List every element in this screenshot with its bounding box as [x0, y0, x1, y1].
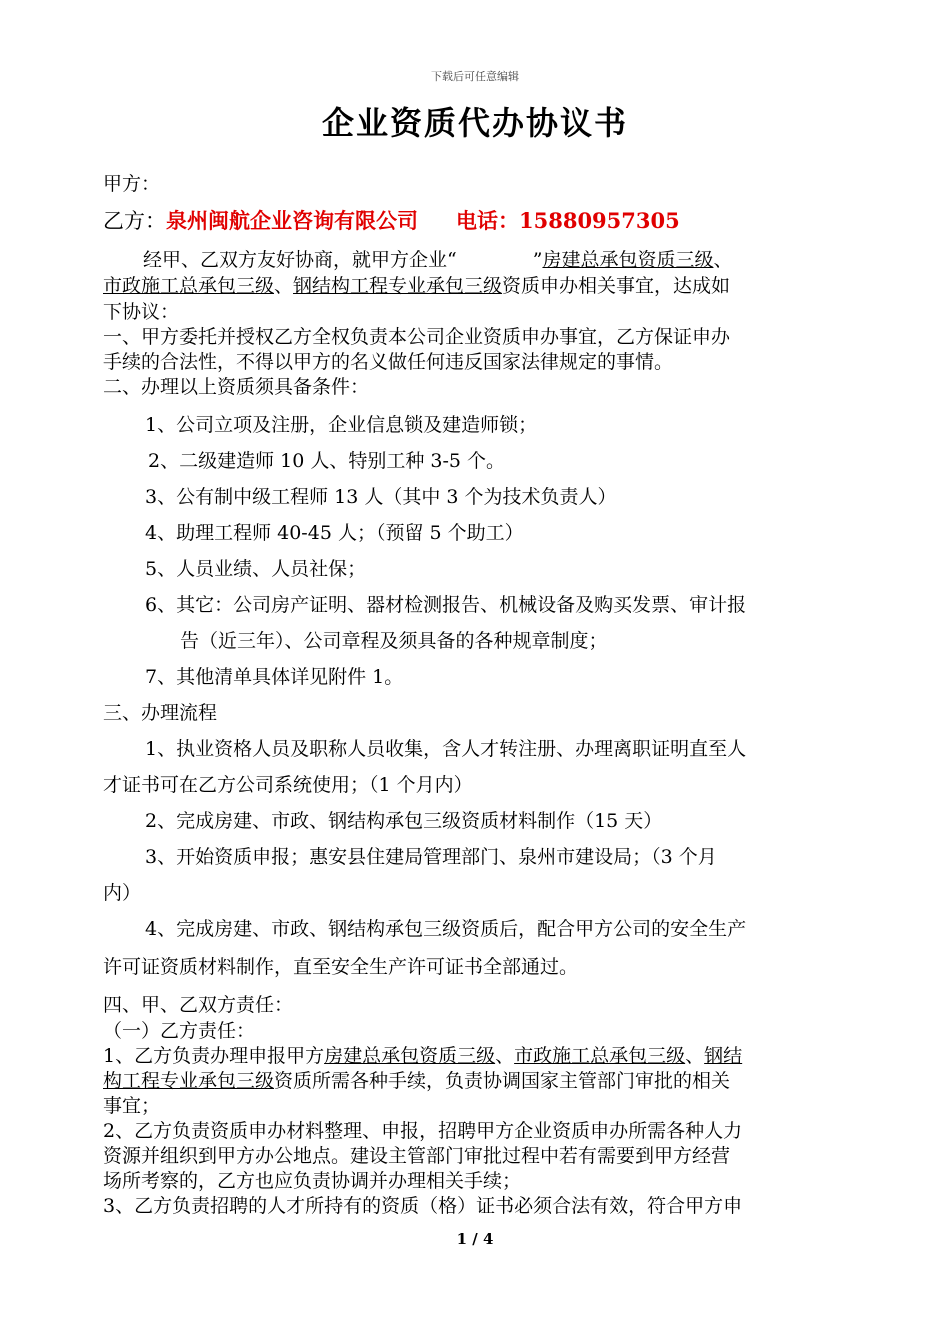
- party-a-line: [103, 172, 850, 197]
- party-b-phone-label: 电话：: [456, 208, 519, 233]
- process-1-line-2: 才证书可在乙方公司系统使用；（1 个月内）: [103, 774, 473, 796]
- responsibility-3-line-1: 3、乙方负责招聘的人才所持有的资质（格）证书必须合法有效，符合甲方申: [103, 1195, 743, 1217]
- process-2: 2、完成房建、市政、钢结构承包三级资质材料制作（15 天）: [145, 810, 663, 832]
- party-a-label: 甲方：: [103, 173, 161, 195]
- responsibility-1-line-2: 构工程专业承包三级资质所需各种手续，负责协调国家主管部门审批的相关: [103, 1070, 731, 1092]
- party-b-line: [103, 208, 850, 234]
- condition-item-2: 2、二级建造师 10 人、特别工种 3-5 个。: [148, 450, 506, 472]
- section-4-heading: 四、甲、乙双方责任：: [103, 994, 294, 1016]
- process-4-line-1: 4、完成房建、市政、钢结构承包三级资质后，配合甲方公司的安全生产: [145, 918, 747, 940]
- responsibility-1-line-3: 事宜；: [103, 1095, 161, 1117]
- party-b-name: 泉州闽航企业咨询有限公司: [166, 208, 418, 233]
- qual-building: 房建总承包资质三级: [542, 249, 714, 271]
- condition-item-4: 4、助理工程师 40-45 人；（预留 5 个助工）: [145, 522, 524, 544]
- intro-line-2: 市政施工总承包三级、钢结构工程专业承包三级资质申办相关事宜，达成如: [103, 275, 731, 297]
- section-2-heading: 二、办理以上资质须具备条件：: [103, 376, 370, 398]
- responsibility-2-line-3: 场所考察的，乙方也应负责协调并办理相关手续；: [103, 1170, 522, 1192]
- process-4-line-2: 许可证资质材料制作，直至安全生产许可证书全部通过。: [103, 956, 579, 978]
- party-b-phone: 15880957305: [519, 208, 680, 233]
- section-1-line-2: 手续的合法性，不得以甲方的名义做任何违反国家法律规定的事情。: [103, 351, 674, 373]
- condition-item-5: 5、人员业绩、人员社保；: [145, 558, 367, 580]
- condition-item-7: 7、其他清单具体详见附件 1。: [145, 666, 404, 688]
- header-note: 下载后可任意编辑: [431, 70, 519, 83]
- process-3-line-2: 内）: [103, 882, 142, 904]
- condition-item-6-line-1: 6、其它：公司房产证明、器材检测报告、机械设备及购买发票、审计报: [145, 594, 747, 616]
- process-1-line-1: 1、执业资格人员及职称人员收集，含人才转注册、办理离职证明直至人: [145, 738, 747, 760]
- condition-item-3: 3、公有制中级工程师 13 人（其中 3 个为技术负责人）: [145, 486, 617, 508]
- intro-line-3: 下协议：: [103, 301, 180, 323]
- qual-steel: 钢结构工程专业承包三级: [293, 275, 503, 297]
- condition-item-1: 1、公司立项及注册，企业信息锁及建造师锁；: [145, 414, 538, 436]
- process-3-line-1: 3、开始资质申报；惠安县住建局管理部门、泉州市建设局；（3 个月: [145, 846, 717, 868]
- condition-item-6-line-2: 告（近三年）、公司章程及须具备的各种规章制度；: [180, 630, 608, 652]
- intro-line-1: 经甲、乙双方友好协商，就甲方企业“ ”房建总承包资质三级、: [143, 249, 733, 271]
- responsibility-2-line-1: 2、乙方负责资质申办材料整理、申报，招聘甲方企业资质申办所需各种人力: [103, 1120, 743, 1142]
- responsibility-1-line-1: 1、乙方负责办理申报甲方房建总承包资质三级、市政施工总承包三级、钢结: [103, 1045, 743, 1067]
- page-title: 企业资质代办协议书: [321, 104, 628, 142]
- party-b-label: 乙方：: [103, 209, 166, 233]
- party-b-responsibility-heading: （一）乙方责任：: [103, 1020, 256, 1042]
- page-number: 1 / 4: [456, 1230, 494, 1248]
- qual-municipal: 市政施工总承包三级: [103, 275, 275, 297]
- responsibility-2-line-2: 资源并组织到甲方办公地点。建设主管部门审批过程中若有需要到甲方经营: [103, 1145, 731, 1167]
- section-1-line-1: 一、甲方委托并授权乙方全权负责本公司企业资质申办事宜，乙方保证申办: [103, 326, 731, 348]
- section-3-heading: 三、办理流程: [103, 702, 218, 724]
